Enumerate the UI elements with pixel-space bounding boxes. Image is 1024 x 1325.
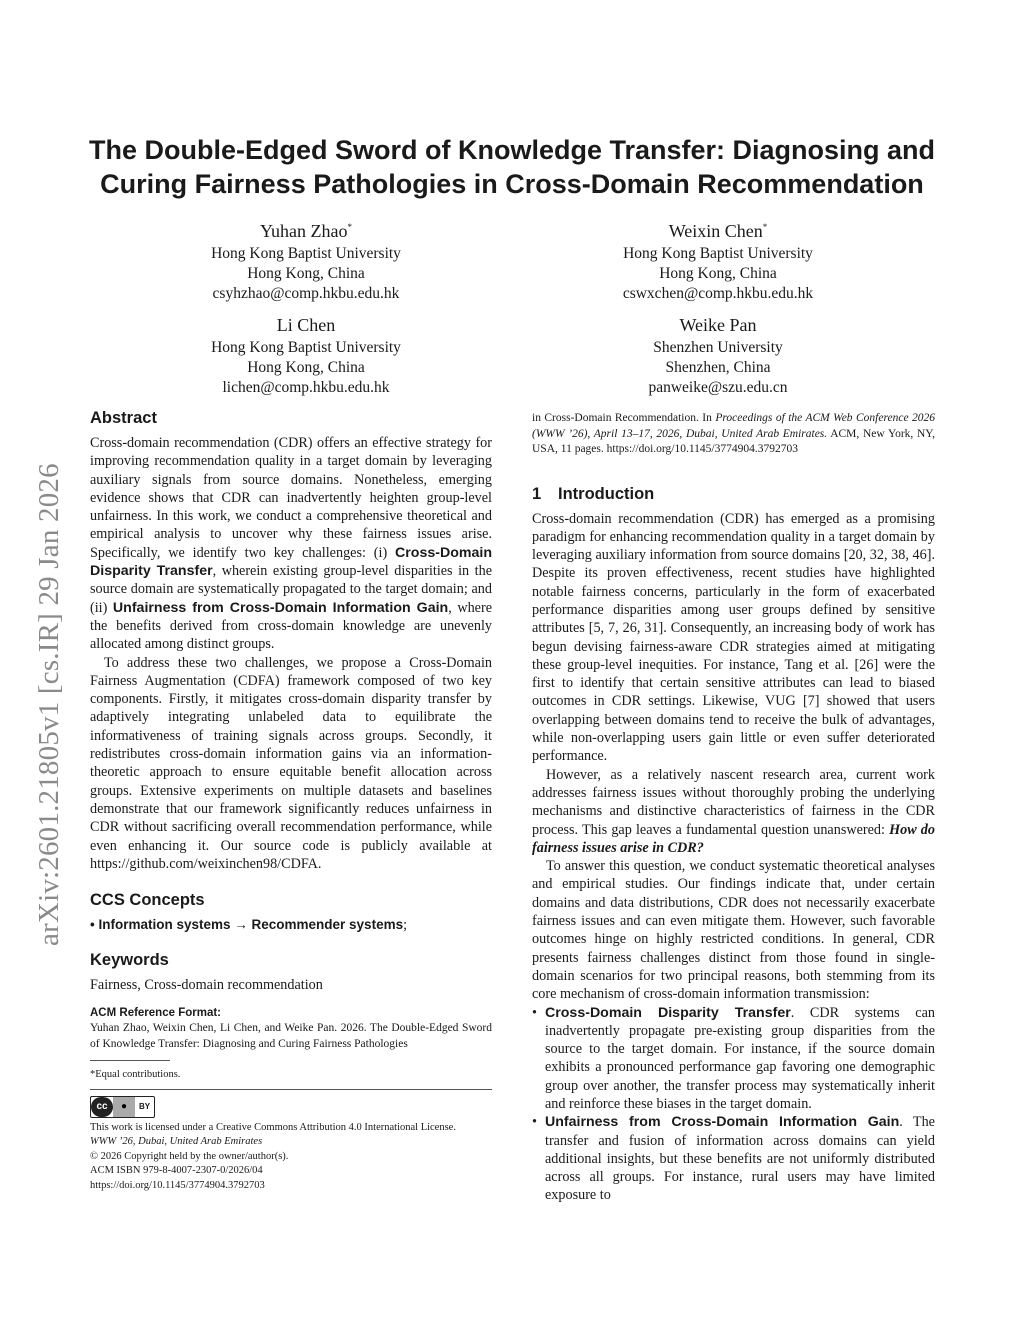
footnote: *Equal contributions. (90, 1069, 181, 1081)
doi-line: https://doi.org/10.1145/3774904.3792703 (90, 1179, 265, 1191)
intro-paragraph-1: Cross-domain recommendation (CDR) has emerged as a promising paradigm for enhancing recommendation quality in a target domain by leveraging auxiliary information from source domains [20, 32, 38, 46]. Despite its proven effectiveness, recent studies have highlighted notable fairness concerns, particularly in the form of exacerbated performance disparities among user groups defined by sensitive attributes [5, 7, 26, 31]. Consequently, an increasing body of work has begun devising fairness-aware CDR strategies aimed at mitigating these group-level inequities. For instance, Tang et al. [26] were the first to identify that certain sensitive attributes can lead to biased outcomes in CDR settings. Likewise, VUG [7] showed that users overlapping between domains tend to receive the bulk of advantages, while non-overlapping users gain little or even suffer deteriorated performance. (532, 510, 935, 765)
cc-by-license-icon (90, 1096, 155, 1118)
ccs-concepts: • Information systems → Recommender systems; (90, 917, 408, 934)
bullet-information-gain: • Unfairness from Cross-Domain Information Gain. The transfer and fusion of information across domains can yield additional insights, but these benefits are not uniformly distributed across all groups. For instance, rural users may have limited exposure to (532, 1114, 935, 1204)
person-icon: ● (113, 1097, 135, 1117)
by-label: BY (135, 1098, 154, 1116)
intro-paragraph-3: To answer this question, we conduct systematic theoretical analyses and empirical studies. Our findings indicate that, under certain domains and data distributions, CDR does not necessarily exacerbate fairness issues and can even mitigate them. However, such favorable outcomes hinge on highly restricted conditions. In general, CDR presents fairness challenges distinct from those found in single-domain scenarios for two principal reasons, both stemming from its core mechanism of cross-domain information transmission: (532, 858, 935, 1003)
author-location: Hong Kong, China (247, 265, 365, 282)
bullet-disparity-transfer: • Cross-Domain Disparity Transfer. CDR systems can inadvertently propagate pre-existing group disparities from the source to the target domain. For instance, if the source domain exhibits a pronounced performance gap favoring one demographic group over another, the transfer process may systematically inherit and reinforce these biases in the target domain. (532, 1004, 935, 1112)
isbn-line: ACM ISBN 979-8-4007-2307-0/2026/04 (90, 1165, 263, 1177)
author-location: Hong Kong, China (247, 359, 365, 376)
author-block-2 (538, 215, 898, 304)
keywords-text: Fairness, Cross-domain recommendation (90, 977, 323, 994)
license-rule (90, 1089, 492, 1090)
author-location: Shenzhen, China (665, 359, 771, 376)
acm-reference-text: Yuhan Zhao, Weixin Chen, Li Chen, and Weike Pan. 2026. The Double-Edged Sword of Knowledge Transfer: Diagnosing and Curing Fairness Pathologies (90, 1022, 492, 1050)
license-block (90, 1121, 492, 1194)
abstract-paragraph-1: Cross-domain recommendation (CDR) offers an effective strategy for improving recommendation quality in a target domain by leveraging auxiliary signals from source domains. Nonetheless, emerging evidence shows that CDR can inadvertently heighten group-level unfairness. In this work, we conduct a comprehensive theoretical and empirical analysis to uncover why these fairness issues arise. Specifically, we identify two key challenges: (i) Cross-Domain Disparity Transfer, wherein existing group-level disparities in the source domain are systematically propagated to the target domain; and (ii) Unfairness from Cross-Domain Information Gain, where the benefits derived from cross-domain knowledge are unevenly allocated among distinct groups. (90, 435, 492, 653)
author-location: Hong Kong, China (659, 265, 777, 282)
author-affiliation: Hong Kong Baptist University (211, 245, 401, 262)
acm-reference-heading: ACM Reference Format: (90, 1006, 221, 1019)
author-email: csyhzhao@comp.hkbu.edu.hk (212, 285, 400, 302)
intro-paragraph-2: However, as a relatively nascent research area, current work addresses fairness issues without thoroughly probing the underlying mechanisms and distinctive characteristics of fairness in the CDR process. This gap leaves a fundamental question unanswered: How do fairness issues arise in CDR? (532, 766, 935, 856)
author-block-1 (126, 215, 486, 304)
author-name: Weixin Chen* (668, 221, 768, 241)
ccs-heading: CCS Concepts (90, 891, 205, 910)
author-name: Yuhan Zhao* (260, 221, 352, 241)
author-affiliation: Shenzhen University (653, 339, 783, 356)
title-line-1: The Double-Edged Sword of Knowledge Transfer: Diagnosing and (88, 135, 936, 165)
abstract-paragraph-2: To address these two challenges, we propose a Cross-Domain Fairness Augmentation (CDFA) framework composed of two key components. Firstly, it mitigates cross-domain disparity transfer by adaptively integrating unlabeled data to equilibrate the informativeness of training signals across groups. Secondly, it redistributes cross-domain information gains via an information-theoretic approach to ensure equitable benefit allocation across groups. Extensive experiments on multiple datasets and baselines demonstrate that our framework significantly reduces unfairness in CDR without sacrificing overall recommendation performance, while even enhancing it. Our source code is publicly available at https://github.com/weixinchen98/CDFA. (90, 654, 492, 872)
title-line-2: Curing Fairness Pathologies in Cross-Domain Recommendation (100, 169, 924, 199)
author-block-3 (126, 313, 486, 398)
left-column (90, 408, 492, 1193)
right-column (532, 411, 935, 1205)
venue-line: WWW ’26, Dubai, United Arab Emirates (90, 1136, 263, 1148)
copyright-line: © 2026 Copyright held by the owner/author(s). (90, 1150, 289, 1162)
author-name: Weike Pan (679, 315, 757, 335)
author-email: lichen@comp.hkbu.edu.hk (222, 379, 390, 396)
acm-reference (90, 1006, 492, 1053)
author-affiliation: Hong Kong Baptist University (211, 339, 401, 356)
paper-title (70, 133, 954, 201)
author-name: Li Chen (276, 315, 336, 335)
keywords-heading: Keywords (90, 951, 169, 970)
arxiv-identifier: arXiv:2601.21805v1 [cs.IR] 29 Jan 2026 (33, 463, 65, 946)
author-affiliation: Hong Kong Baptist University (623, 245, 813, 262)
acm-reference-continued: in Cross-Domain Recommendation. In Proceedings of the ACM Web Conference 2026 (WWW ’26), April 13–17, 2026, Dubai, United Arab Emirates. ACM, New York, NY, USA, 11 pages. https://doi.org/10.1145/3774904.3792703 (532, 412, 935, 455)
author-block-4 (538, 313, 898, 398)
author-email: cswxchen@comp.hkbu.edu.hk (622, 285, 814, 302)
abstract-heading: Abstract (90, 409, 157, 427)
license-line: This work is licensed under a Creative Commons Attribution 4.0 International License. (90, 1121, 456, 1133)
author-email: panweike@szu.edu.cn (648, 379, 788, 396)
cc-icon: cc (91, 1097, 113, 1117)
introduction-heading: 1 Introduction (532, 484, 655, 503)
footnote-rule (90, 1060, 170, 1061)
